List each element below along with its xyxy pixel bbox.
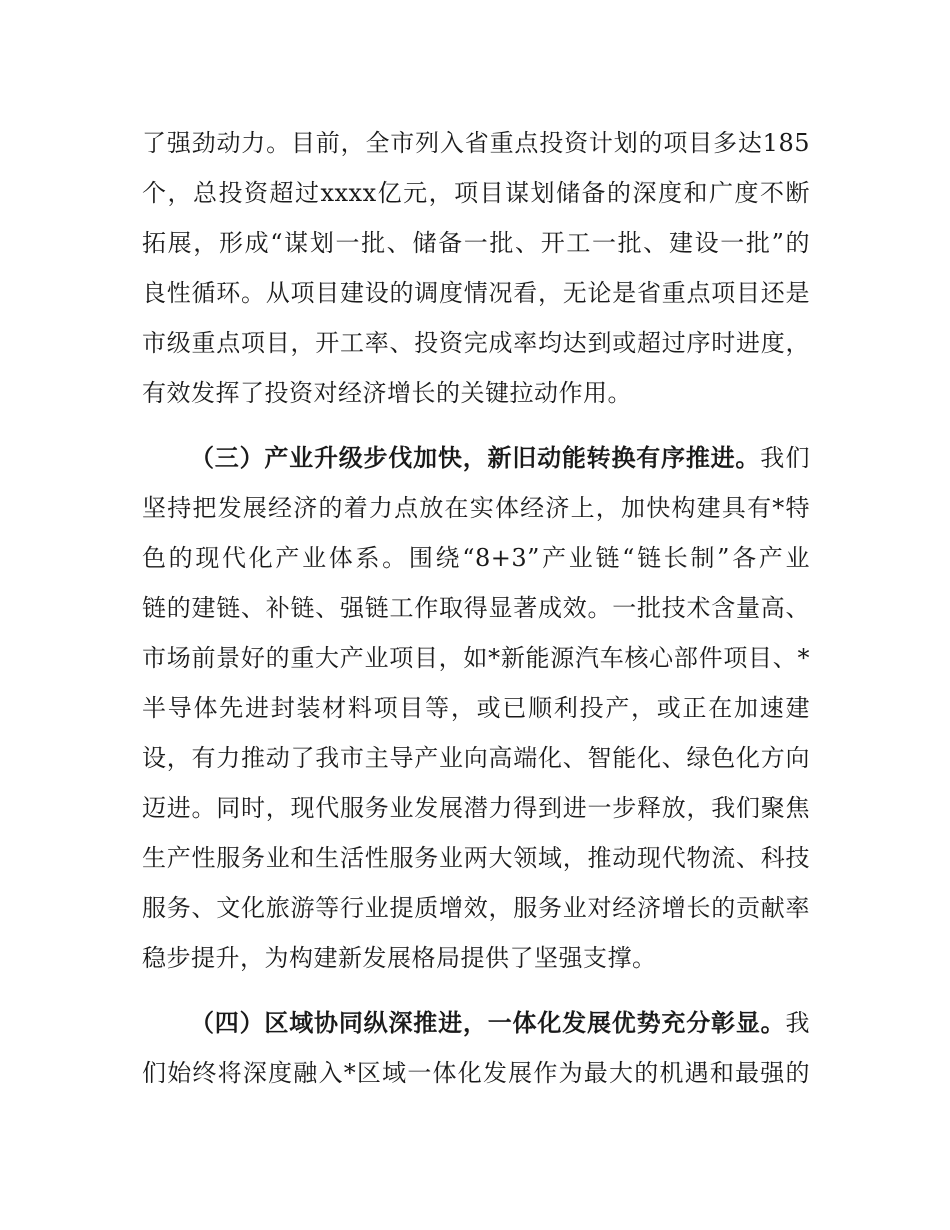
paragraph-3-first-line-rest: 我 — [785, 1009, 810, 1037]
paragraph-2-line-7: 设，有力推动了我市主导产业向高端化、智能化、绿色化方向 — [142, 744, 810, 772]
paragraph-2-line-2: 坚持把发展经济的着力点放在实体经济上，加快构建具有*特 — [142, 494, 810, 522]
paragraph-3-line-2: 们始终将深度融入*区域一体化发展作为最大的机遇和最强的 — [142, 1059, 810, 1087]
paragraph-1-line-2: 个，总投资超过xxxx亿元，项目谋划储备的深度和广度不断 — [142, 179, 810, 207]
paragraph-2-line-8: 迈进。同时，现代服务业发展潜力得到进一步释放，我们聚焦 — [142, 794, 810, 822]
paragraph-2-line-6: 半导体先进封装材料项目等，或已顺利投产，或正在加速建 — [142, 694, 810, 722]
paragraph-2-line-9: 生产性服务业和生活性服务业两大领域，推动现代物流、科技 — [142, 844, 810, 872]
paragraph-1-line-4: 良性循环。从项目建设的调度情况看，无论是省重点项目还是 — [142, 279, 810, 307]
paragraph-1-line-6: 有效发挥了投资对经济增长的关键拉动作用。 — [142, 379, 632, 407]
paragraph-3-first-line — [190, 998, 810, 1048]
section-heading-4: （四）区域协同纵深推进，一体化发展优势充分彰显。 — [190, 1009, 786, 1037]
paragraph-1-line-1: 了强劲动力。目前，全市列入省重点投资计划的项目多达185 — [142, 129, 810, 157]
paragraph-2-line-11: 稳步提升，为构建新发展格局提供了坚强支撑。 — [142, 944, 657, 972]
paragraph-1-line-5: 市级重点项目，开工率、投资完成率均达到或超过序时进度， — [142, 329, 810, 357]
paragraph-2-first-line — [190, 433, 810, 483]
paragraph-2-first-line-rest: 我们 — [760, 444, 811, 472]
section-heading-3: （三）产业升级步伐加快，新旧动能转换有序推进。 — [190, 444, 761, 472]
paragraph-1-line-3: 拓展，形成“谋划一批、储备一批、开工一批、建设一批”的 — [142, 229, 810, 257]
paragraph-2-line-10: 服务、文化旅游等行业提质增效，服务业对经济增长的贡献率 — [142, 894, 810, 922]
paragraph-2-line-3: 色的现代化产业体系。围绕“8+3”产业链“链长制”各产业 — [142, 544, 810, 572]
paragraph-2-line-5: 市场前景好的重大产业项目，如*新能源汽车核心部件项目、* — [142, 644, 810, 672]
paragraph-2-line-4: 链的建链、补链、强链工作取得显著成效。一批技术含量高、 — [142, 594, 810, 622]
